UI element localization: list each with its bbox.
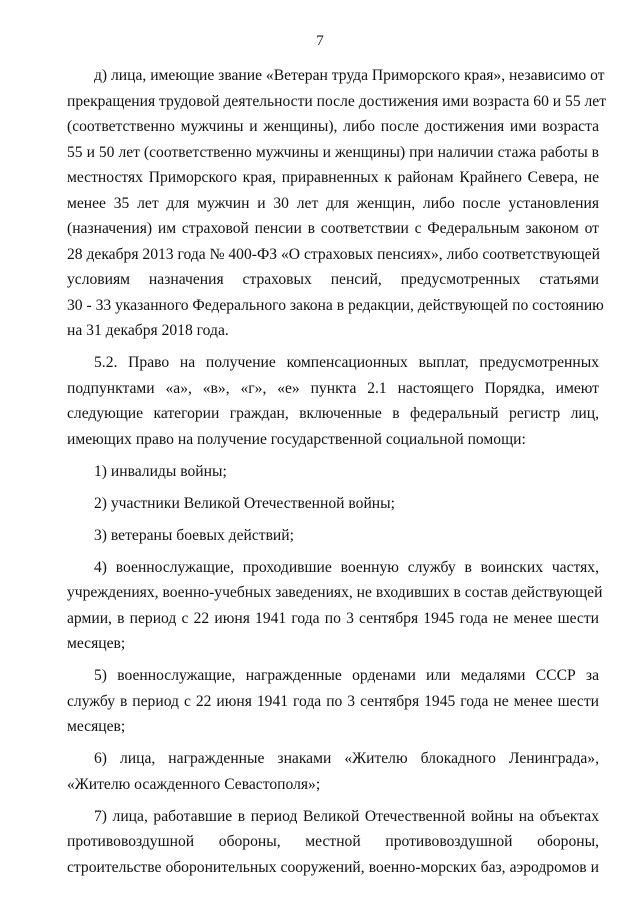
paragraph-line: 1) инвалиды войны; bbox=[94, 462, 227, 480]
paragraph-line: строительстве оборонительных сооружений, военно-морских баз, аэродромов и bbox=[67, 858, 599, 876]
paragraph-line: 55 и 50 лет (соответственно мужчины и женщины) при наличии стажа работы в bbox=[67, 143, 599, 161]
paragraph-line: армии, в период с 22 июня 1941 года по 3 сентября 1945 года не менее шести bbox=[67, 609, 599, 627]
paragraph-line: на 31 декабря 2018 года. bbox=[67, 322, 229, 339]
page-number: 7 bbox=[316, 33, 324, 49]
paragraph-line: менее 35 лет для мужчин и 30 лет для женщин, либо после установления bbox=[67, 194, 599, 212]
paragraph-line: подпунктами «а», «в», «г», «е» пункта 2.1 настоящего Порядка, имеют bbox=[67, 379, 599, 397]
paragraph-line: имеющих право на получение государственной социальной помощи: bbox=[67, 430, 526, 448]
paragraph-line: противовоздушной обороны, местной противовоздушной обороны, bbox=[67, 833, 599, 850]
paragraph-line: 6) лица, награжденные знаками «Жителю блокадного Ленинграда», bbox=[94, 750, 599, 767]
paragraph-line: (соответственно мужчины и женщины), либо после достижения ими возраста bbox=[67, 118, 599, 135]
paragraph-line: условиям назначения страховых пенсий, предусмотренных статьями bbox=[67, 271, 599, 288]
paragraph-line: месяцев; bbox=[67, 635, 126, 652]
paragraph-line: 28 декабря 2013 года № 400-ФЗ «О страховых пенсиях», либо соответствующей bbox=[67, 245, 600, 263]
paragraph-line: службу в период с 22 июня 1941 года по 3 сентября 1945 года не менее шести bbox=[67, 692, 599, 710]
paragraph bbox=[67, 523, 599, 549]
paragraph-line: (назначения) им страховой пенсии в соответствии с Федеральным законом от bbox=[67, 220, 599, 237]
paragraph-line: месяцев; bbox=[67, 718, 126, 735]
paragraph-line: местностях Приморского края, приравненных к районам Крайнего Севера, не bbox=[67, 169, 599, 186]
paragraph-line: 5.2. Право на получение компенсационных выплат, предусмотренных bbox=[94, 354, 599, 371]
paragraph-line: д) лица, имеющие звание «Ветеран труда Приморского края», независимо от bbox=[94, 67, 605, 84]
paragraph bbox=[67, 459, 599, 485]
paragraph bbox=[67, 663, 599, 740]
paragraph-line: учреждениях, военно-учебных заведениях, не входивших в состав действующей bbox=[67, 584, 603, 601]
paragraph bbox=[67, 491, 599, 517]
paragraph-line: 4) военнослужащие, проходившие военную службу в воинских частях, bbox=[94, 558, 599, 576]
paragraph bbox=[67, 746, 599, 797]
paragraph-line: 30 - 33 указанного Федерального закона в редакции, действующей по состоянию bbox=[67, 296, 604, 314]
paragraph bbox=[67, 804, 599, 881]
paragraph bbox=[67, 555, 603, 657]
paragraph bbox=[67, 350, 599, 452]
paragraph bbox=[67, 63, 607, 344]
paragraph-line: 7) лица, работавшие в период Великой Отечественной войны на объектах bbox=[94, 807, 599, 825]
paragraph-line: следующие категории граждан, включенные в федеральный регистр лиц, bbox=[67, 405, 599, 422]
paragraph-line: 2) участники Великой Отечественной войны; bbox=[94, 494, 395, 512]
paragraph-line: прекращения трудовой деятельности после достижения ими возраста 60 и 55 лет bbox=[67, 92, 607, 110]
document-body bbox=[67, 63, 607, 887]
paragraph-line: «Жителю осажденного Севастополя»; bbox=[67, 775, 321, 793]
paragraph-line: 5) военнослужащие, награжденные орденами или медалями СССР за bbox=[94, 667, 599, 684]
paragraph-line: 3) ветераны боевых действий; bbox=[94, 526, 294, 544]
